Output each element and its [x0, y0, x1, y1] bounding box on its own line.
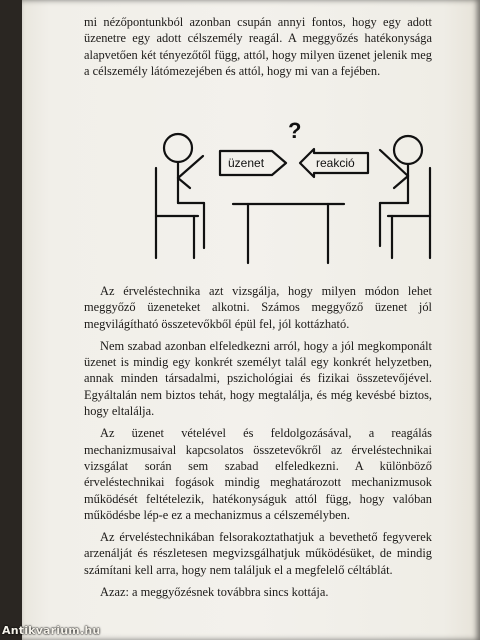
intro-text: [84, 14, 432, 79]
paragraph-3: Az üzenet vételével és feldolgozásával, a reagálás mechanizmusaival kapcsolatos összetevőkről az érveléstechnikai vizsgálat során sem szabad elfeledkezni. A különböző érveléstechnikai fogások mindig meghatározott mechanizmusok működését feltételezik, hatékonyságuk attól függ, hogy valóban működésbe lép-e ez a mechanizmus a célszemélyben.: [84, 426, 432, 522]
paragraph-4: Az érveléstechnikában felsorakoztathatjuk a bevethető fegyverek arzenálját és részletesen megvizsgálhatjuk működésüket, de mindig számítani kell arra, hogy nem találjuk el a megfelelő céltáblát.: [84, 530, 432, 577]
body-text: [84, 283, 432, 606]
message-label: üzenet: [228, 156, 265, 170]
communication-diagram: [118, 108, 458, 278]
book-page: [22, 0, 480, 640]
receiver-figure: [380, 136, 430, 258]
paragraph-2: Nem szabad azonban elfeledkezni arról, hogy a jól megkomponált üzenet is mindig egy konkrét személyt talál egy konkrét helyzetben, annak minden társadalmi, pszichológiai és fizikai összetevőjével. Egyáltalán nem biztos tehát, hogy megtalálja, és még kevésbé biztos, hogy eltalálja.: [84, 338, 432, 419]
paragraph-5: Azaz: a meggyőzésnek továbbra sincs kottája.: [100, 585, 329, 600]
reaction-label: reakció: [316, 156, 355, 170]
watermark: Antikvarium.hu: [2, 624, 101, 637]
paragraph-1: Az érveléstechnika azt vizsgálja, hogy milyen módon lehet meggyőző üzeneteket alkotni. Számos meggyőző üzenet jól megvilágítható összetevőkből épül fel, jól kottázható.: [84, 284, 432, 331]
sender-figure: [156, 134, 204, 258]
intro-paragraph: mi nézőpontunkból azonban csupán annyi fontos, hogy egy adott üzenetre egy adott célszemély reagál. A meggyőzés hatékonysága alapvetően két tényezőtől függ, attól, hogy milyen üzenet jelenik meg a célszemély látómezejében és attól, hogy mi van a fejében.: [84, 15, 432, 78]
table: [233, 204, 344, 263]
question-mark: ?: [288, 118, 302, 143]
